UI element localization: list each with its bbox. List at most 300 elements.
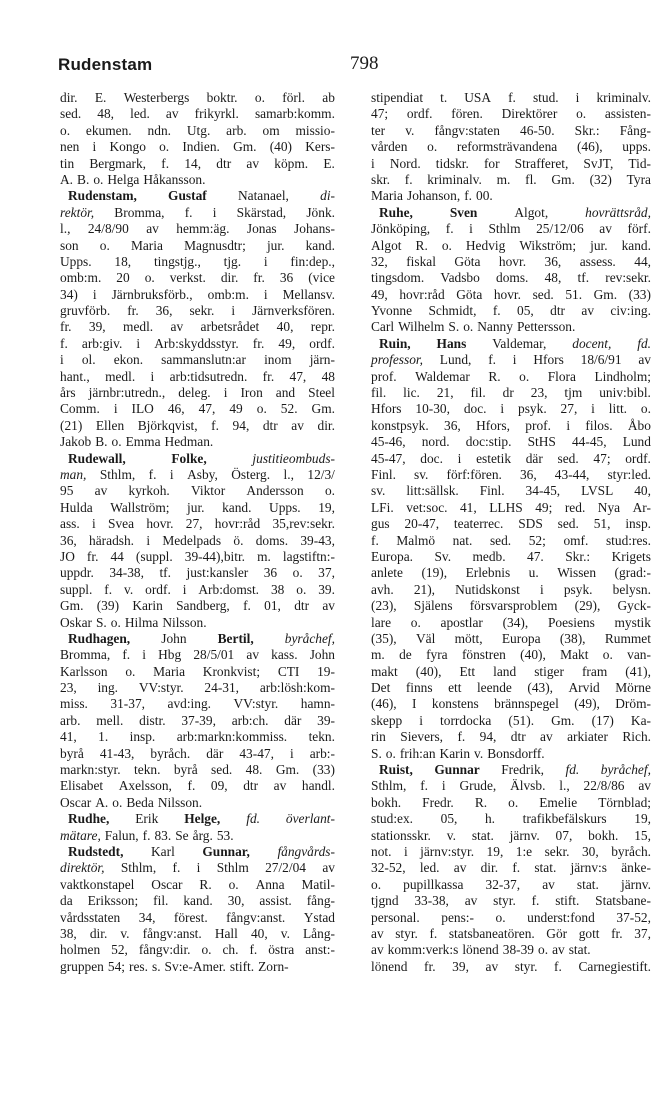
word: f. xyxy=(60,335,68,351)
word: 51. xyxy=(565,286,583,302)
word: komm:verk:s xyxy=(387,942,459,958)
word: tf. xyxy=(159,565,171,581)
word: doms. xyxy=(255,532,289,548)
word: (35), xyxy=(371,630,397,646)
word: led. xyxy=(130,106,150,122)
word: 21), xyxy=(413,581,436,597)
word: f. xyxy=(184,204,193,220)
word: dtr xyxy=(294,598,310,614)
text-line xyxy=(371,713,651,729)
word: 54; xyxy=(107,958,126,974)
word: 09, xyxy=(210,778,228,794)
word: f. xyxy=(371,532,379,548)
word: Ellen xyxy=(95,417,125,433)
word: assess. xyxy=(579,253,616,269)
word: assisten- xyxy=(604,106,651,122)
word: ILO xyxy=(131,401,154,417)
word: järnbr:utredn., xyxy=(88,385,166,401)
word: hovr:råd xyxy=(214,516,261,532)
word: tjgnd xyxy=(371,893,399,909)
word: ö. xyxy=(233,532,244,548)
word: i xyxy=(196,860,201,876)
word: Natanael, xyxy=(237,188,289,204)
word: Emelie xyxy=(539,794,578,810)
word: årg. xyxy=(192,827,213,843)
word: o. xyxy=(371,876,382,892)
word: torrdocka xyxy=(440,712,492,728)
word: förf. xyxy=(627,221,651,237)
text-line xyxy=(60,811,335,827)
word: o. xyxy=(640,401,651,417)
word: f. xyxy=(249,942,258,958)
word: o. xyxy=(385,745,396,761)
word: 35,rev:sekr. xyxy=(272,516,335,532)
word: arb:markn:kommiss. xyxy=(176,729,288,745)
text-line xyxy=(60,172,335,188)
word: förf:fören. xyxy=(446,466,502,482)
word: t. xyxy=(440,90,448,105)
word: o. xyxy=(427,139,438,155)
word: av xyxy=(246,155,260,171)
word: fören. xyxy=(451,106,483,122)
text-line xyxy=(60,533,335,549)
word: v. xyxy=(280,925,290,941)
word: fil. xyxy=(371,385,387,401)
word: av xyxy=(246,647,260,663)
word: Valdemar, xyxy=(492,335,547,351)
word: 00. xyxy=(476,188,493,204)
text-line xyxy=(60,877,335,893)
word: Ruin, xyxy=(379,335,411,351)
word: Gm. xyxy=(60,598,84,614)
text-line xyxy=(371,762,651,778)
word: 47, xyxy=(289,368,307,384)
word: m. xyxy=(257,548,271,564)
word: i xyxy=(263,286,268,302)
text-line xyxy=(60,418,335,434)
word: Karin xyxy=(439,745,471,761)
word: 19- xyxy=(317,663,335,679)
word: stift. xyxy=(229,958,255,974)
word: av xyxy=(146,221,159,237)
word: i xyxy=(289,745,294,761)
word: Nilsson. xyxy=(157,794,203,810)
word: Steel xyxy=(308,385,335,401)
word: anst:- xyxy=(305,942,335,958)
word: 49, xyxy=(278,335,296,351)
text-line xyxy=(60,598,335,614)
word: 1:e xyxy=(515,843,533,859)
word: försvarsproblem xyxy=(469,598,558,614)
word: Gm. xyxy=(233,139,257,155)
text-line xyxy=(60,254,335,270)
word: 24/8/90 xyxy=(87,221,129,237)
word: i xyxy=(540,581,544,597)
word: res. xyxy=(129,958,148,974)
word: kass. xyxy=(271,647,298,663)
word: (32) xyxy=(589,171,612,187)
word: 34-38, xyxy=(109,565,144,581)
word: 30, xyxy=(581,843,599,859)
word: i xyxy=(182,581,187,597)
word: Gm. xyxy=(593,286,618,302)
word: Arb:domst. xyxy=(198,581,260,597)
word: Bonsdorff. xyxy=(487,745,545,761)
word: E. xyxy=(323,155,335,171)
word: 48. xyxy=(245,762,263,778)
text-line xyxy=(371,664,651,680)
text-line xyxy=(60,319,335,335)
word: i xyxy=(512,352,517,368)
text-line xyxy=(371,90,651,106)
word: just:kansler xyxy=(186,565,249,581)
word: Hfors xyxy=(533,352,564,368)
text-line xyxy=(60,123,335,139)
word: 36, xyxy=(519,466,537,482)
word: f. xyxy=(531,893,540,909)
word: 49; xyxy=(535,499,553,515)
word: 48, xyxy=(544,270,562,286)
word: boktr. xyxy=(206,90,238,105)
word: mell. xyxy=(96,712,124,728)
word: 52. xyxy=(280,401,298,417)
text-line xyxy=(371,401,651,417)
word: byrå xyxy=(60,745,84,761)
word: fr. xyxy=(424,958,436,974)
word: järn- xyxy=(309,352,335,368)
word: Rudenstam, xyxy=(68,188,137,204)
word: av xyxy=(170,319,184,335)
word: markn:styr. xyxy=(60,762,121,778)
word: hant., xyxy=(60,368,90,384)
word: förl. xyxy=(282,90,305,105)
word: hamn- xyxy=(300,696,335,712)
word: S. xyxy=(95,614,107,630)
word: prof. xyxy=(525,417,551,433)
word: byråchef, xyxy=(284,630,335,646)
word: handl. xyxy=(301,778,335,794)
word: arb:tidsutredn. xyxy=(169,368,248,384)
word: fångv:staten xyxy=(434,122,500,138)
word: LLHS xyxy=(489,499,523,515)
text-line xyxy=(60,139,335,155)
text-line xyxy=(371,106,651,122)
word: 36, xyxy=(155,303,173,319)
word: Jakob xyxy=(60,434,92,450)
word: i xyxy=(591,401,595,417)
word: distr. xyxy=(139,712,166,728)
text-line xyxy=(60,90,335,106)
word: tingsdom. xyxy=(371,270,425,286)
word: tf. xyxy=(577,270,590,286)
word: medl. xyxy=(105,368,136,384)
word: Bromma, xyxy=(114,204,165,220)
word: av xyxy=(638,778,651,794)
word: arb. xyxy=(226,122,247,138)
text-line xyxy=(371,139,651,155)
word: 43-44, xyxy=(554,466,590,482)
word: Erlebnis xyxy=(465,565,511,581)
word: frih:an xyxy=(399,745,436,761)
word: tjg. xyxy=(223,253,242,269)
word: John xyxy=(309,647,335,663)
word: Gyck- xyxy=(617,598,651,614)
word: 52; xyxy=(528,532,546,548)
word: Göta xyxy=(454,253,481,269)
word: f. xyxy=(429,925,438,941)
text-line xyxy=(60,205,335,221)
page-number: 798 xyxy=(350,53,379,74)
word: 14, xyxy=(184,155,202,171)
word: Medelpads xyxy=(162,532,222,548)
word: sed. xyxy=(60,106,82,122)
word: styr. xyxy=(514,958,538,974)
word: pupillkassa xyxy=(403,876,464,892)
word: 34-45, xyxy=(525,483,561,499)
text-line xyxy=(60,680,335,696)
text-line xyxy=(371,467,651,483)
word: ter xyxy=(371,122,386,138)
word: o. xyxy=(495,909,506,925)
word: 07, xyxy=(555,827,573,843)
word: o. xyxy=(144,270,155,286)
word: Sthlm, xyxy=(371,778,407,794)
word: Lång- xyxy=(303,925,335,941)
word: tekn. xyxy=(308,729,335,745)
word: o. xyxy=(602,647,613,663)
word: (suppl. xyxy=(135,548,173,564)
word: lic. xyxy=(403,385,420,401)
text-line xyxy=(371,385,651,401)
word: l., xyxy=(60,221,71,237)
word: underst:fond xyxy=(527,909,595,925)
word: hovr. xyxy=(146,516,174,532)
word: (19), xyxy=(421,565,448,581)
word: uppdr. xyxy=(60,565,94,581)
word: l., xyxy=(283,466,294,482)
word: Nilsson. xyxy=(162,614,207,630)
word: sammanslutn:ar xyxy=(161,352,246,368)
word: i xyxy=(500,401,505,417)
word: o. xyxy=(125,663,136,679)
word: apostlar xyxy=(440,614,483,630)
word: (21) xyxy=(60,417,83,433)
word: Åbo xyxy=(627,417,651,433)
word: Asby, xyxy=(187,466,218,482)
text-line xyxy=(60,483,335,499)
word: hovrättsråd, xyxy=(585,204,651,220)
word: Algot xyxy=(371,237,402,253)
word: Sandberg, xyxy=(176,598,230,614)
word: i xyxy=(150,368,155,384)
word: John xyxy=(161,630,187,646)
word: missio- xyxy=(295,122,335,138)
text-line xyxy=(371,238,651,254)
word: Själens xyxy=(413,598,453,614)
text-line xyxy=(60,729,335,745)
word: sekr. xyxy=(544,843,570,859)
word: insp. xyxy=(129,729,156,745)
word: arb:ch. xyxy=(231,712,269,728)
word: Mörne xyxy=(615,680,651,696)
word: 31-37, xyxy=(110,696,145,712)
word: psyk. xyxy=(518,401,547,417)
word: 52, xyxy=(111,942,128,958)
word: Carl xyxy=(371,319,395,335)
word: kand. xyxy=(183,893,213,909)
word: stiger xyxy=(534,663,564,679)
word: gruppen xyxy=(60,958,104,974)
word: stat. xyxy=(576,876,599,892)
text-line xyxy=(60,451,335,467)
word: o. xyxy=(254,90,265,105)
word: rin xyxy=(371,729,386,745)
word: Törnblad; xyxy=(598,794,651,810)
word: o. xyxy=(228,876,239,892)
word: ekon. xyxy=(113,352,144,368)
word: av xyxy=(165,106,179,122)
word: mött, xyxy=(454,630,483,646)
word: v. xyxy=(120,925,130,941)
word: sekr. xyxy=(189,303,215,319)
text-line xyxy=(60,778,335,794)
word: Gm. xyxy=(551,171,575,187)
word: ekumen. xyxy=(85,122,132,138)
word: 48 xyxy=(321,368,335,384)
word: vaktkonstapel xyxy=(60,876,135,892)
text-line xyxy=(60,713,335,729)
word: o. xyxy=(159,139,170,155)
word: Hfors xyxy=(371,401,402,417)
word: av xyxy=(371,942,384,958)
word: arb:lösh:kom- xyxy=(259,680,335,696)
word: VV:styr. xyxy=(138,680,184,696)
text-line xyxy=(60,516,335,532)
text-line xyxy=(371,746,651,762)
word: 43-47, xyxy=(239,745,274,761)
word: Hans xyxy=(436,335,467,351)
word: Iron xyxy=(240,385,263,401)
word: (46), xyxy=(371,696,397,712)
word: ol. xyxy=(81,352,96,368)
text-line xyxy=(371,319,651,335)
word: Finl. xyxy=(371,466,396,482)
word: järnv:s xyxy=(570,860,607,876)
word: assist. xyxy=(259,893,292,909)
word: avh. xyxy=(371,581,394,597)
word: jur. xyxy=(266,237,285,253)
word: av xyxy=(485,958,499,974)
word: styr:led. xyxy=(607,466,651,482)
word: samarb:komm. xyxy=(254,106,335,122)
word: Fredr. xyxy=(422,794,454,810)
word: o. xyxy=(60,122,71,138)
word: sed. xyxy=(211,762,233,778)
text-line xyxy=(60,434,335,450)
word: gus xyxy=(371,516,390,532)
word: f. xyxy=(554,958,562,974)
word: brännspegel xyxy=(494,696,559,712)
word: stat. xyxy=(568,942,591,958)
word: Jönköping, xyxy=(371,221,431,237)
text-line xyxy=(60,762,335,778)
word: Poesiens xyxy=(547,614,595,630)
word: Direktörer xyxy=(501,106,558,122)
word: byråch. xyxy=(611,843,651,859)
word: Hilma xyxy=(124,614,159,630)
text-line xyxy=(371,500,651,516)
word: i xyxy=(113,401,118,417)
word: (grad:- xyxy=(614,565,651,581)
word: Hfors, xyxy=(476,417,510,433)
word: vet:soc. xyxy=(406,499,448,515)
text-line xyxy=(371,369,651,385)
word: di- xyxy=(320,188,335,204)
word: Makt xyxy=(560,647,589,663)
word: lönend xyxy=(371,958,408,974)
word: Sv:e-Amer. xyxy=(164,958,226,974)
word: o. xyxy=(576,106,587,122)
text-line xyxy=(60,926,335,942)
word: litt:sällsk. xyxy=(406,483,459,499)
word: Yvonne xyxy=(371,303,413,319)
word: statsbaneatören. xyxy=(448,925,535,941)
text-line xyxy=(371,582,651,598)
word: 32, xyxy=(371,253,388,269)
word: Lindholm; xyxy=(594,368,651,384)
word: fil. xyxy=(470,385,486,401)
word: Svea xyxy=(108,516,135,532)
word: överlant- xyxy=(285,811,335,827)
text-line xyxy=(60,795,335,811)
word: vårdsstaten xyxy=(60,909,121,925)
word: Elisabet xyxy=(60,778,104,794)
word: (41), xyxy=(625,663,651,679)
word: litt. xyxy=(608,401,628,417)
text-line xyxy=(371,877,651,893)
word: prof. xyxy=(371,368,397,384)
word: stat. xyxy=(534,860,557,876)
text-line xyxy=(60,582,335,598)
word: f. xyxy=(464,188,472,204)
word: da xyxy=(60,893,73,909)
text-line xyxy=(371,188,651,204)
word: o. xyxy=(256,401,267,417)
word: Oscar xyxy=(60,794,92,810)
word: 37-39, xyxy=(181,712,216,728)
word: Sievers, xyxy=(400,729,444,745)
word: Grude, xyxy=(459,778,497,794)
word: finns xyxy=(405,680,433,696)
word: Gustaf xyxy=(168,188,207,204)
word: kyrkoh. xyxy=(128,483,170,499)
text-line xyxy=(371,434,651,450)
word: o. xyxy=(111,434,122,450)
text-line xyxy=(371,123,651,139)
word: vården xyxy=(371,139,408,155)
word: 46, xyxy=(167,401,185,417)
word: Waldemar xyxy=(415,368,470,384)
text-line xyxy=(371,533,651,549)
word: stift. xyxy=(555,893,580,909)
word: 15, xyxy=(634,827,651,843)
word: Mellansv. xyxy=(282,286,335,302)
word: av xyxy=(453,860,467,876)
word: mätare, xyxy=(60,827,101,843)
word: for xyxy=(483,155,500,171)
word: (23), xyxy=(371,598,397,614)
word: 47; xyxy=(593,450,611,466)
